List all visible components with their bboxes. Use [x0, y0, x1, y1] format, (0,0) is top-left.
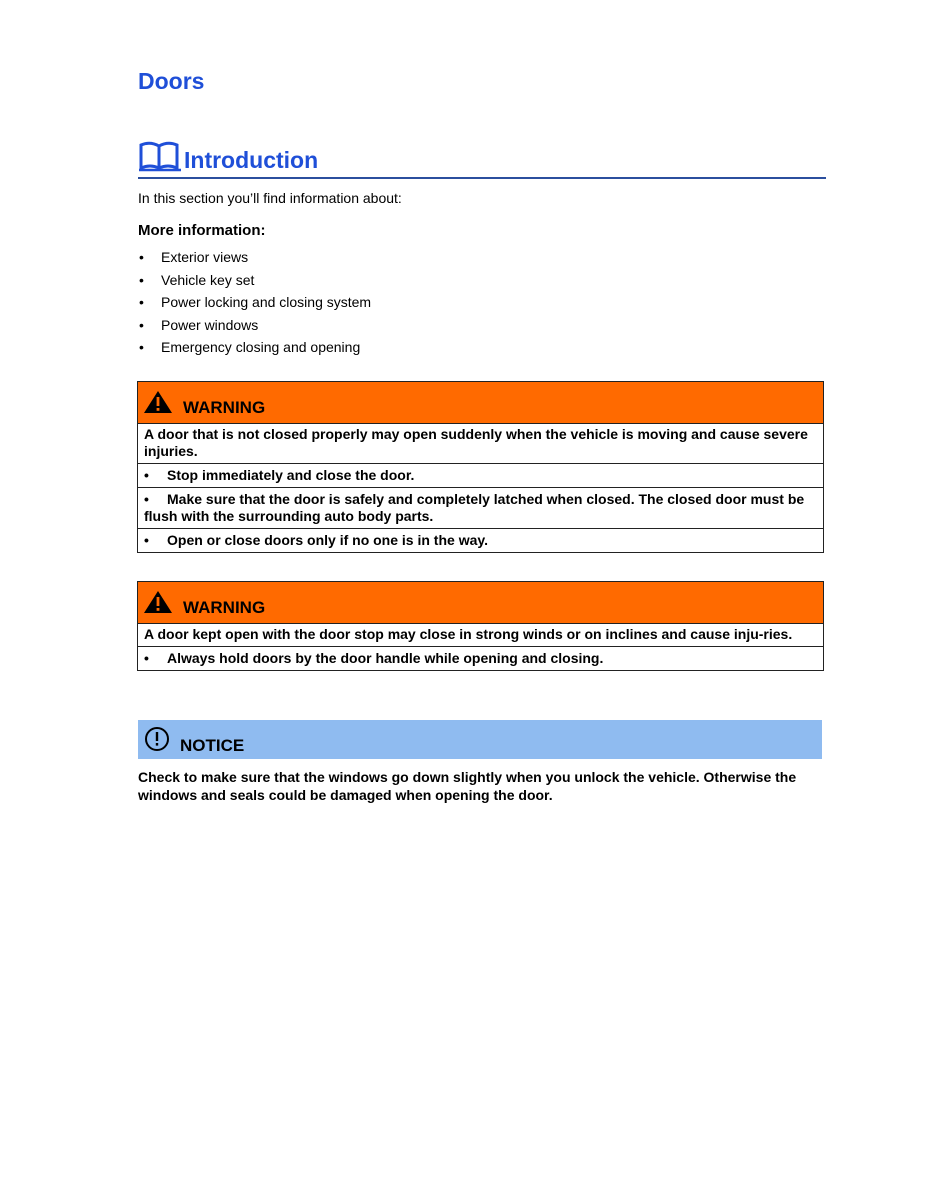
list-item: • Emergency closing and opening — [138, 339, 371, 362]
notice-text: Check to make sure that the windows go down slightly when you unlock the vehicle. Otherwise the windows and seals could be damaged when opening the door. — [138, 769, 797, 803]
warning-text: A door that is not closed properly may open suddenly when the vehicle is moving and cause severe injuries. — [138, 424, 823, 464]
intro-text: In this section you’ll find information about: — [138, 190, 402, 206]
warning-bullet: • Open or close doors only if no one is in the way. — [144, 532, 489, 548]
section-heading — [138, 140, 826, 179]
warning-label: WARNING — [183, 598, 266, 617]
warning-label: WARNING — [183, 398, 266, 417]
more-info-heading: More information: — [138, 222, 266, 239]
warning-box-1 — [137, 381, 824, 553]
warning-header — [138, 382, 823, 424]
warning-triangle-icon — [143, 390, 173, 414]
notice-header — [138, 720, 822, 759]
page-title: Doors — [138, 68, 205, 94]
list-item: • Exterior views — [138, 249, 371, 272]
warning-bullet: • Stop immediately and close the door. — [138, 464, 823, 488]
warning-bullet: • Make sure that the door is safely and completely latched when closed. The closed door must be flush with the surrounding auto body parts. — [138, 488, 823, 529]
warning-bullet: • Always hold doors by the door handle while opening and closing. — [144, 650, 604, 666]
notice-label: NOTICE — [180, 736, 245, 755]
info-list — [138, 249, 371, 362]
warning-header — [138, 582, 823, 624]
section-title: Introduction — [184, 147, 319, 173]
warning-text: A door kept open with the door stop may close in strong winds or on inclines and cause inju-ries. — [138, 624, 823, 647]
notice-exclamation-icon — [144, 726, 170, 752]
warning-triangle-icon — [143, 590, 173, 614]
list-item: • Vehicle key set — [138, 272, 371, 295]
book-icon — [138, 140, 182, 172]
list-item: • Power windows — [138, 317, 371, 340]
warning-box-2 — [137, 581, 824, 671]
list-item: • Power locking and closing system — [138, 294, 371, 317]
